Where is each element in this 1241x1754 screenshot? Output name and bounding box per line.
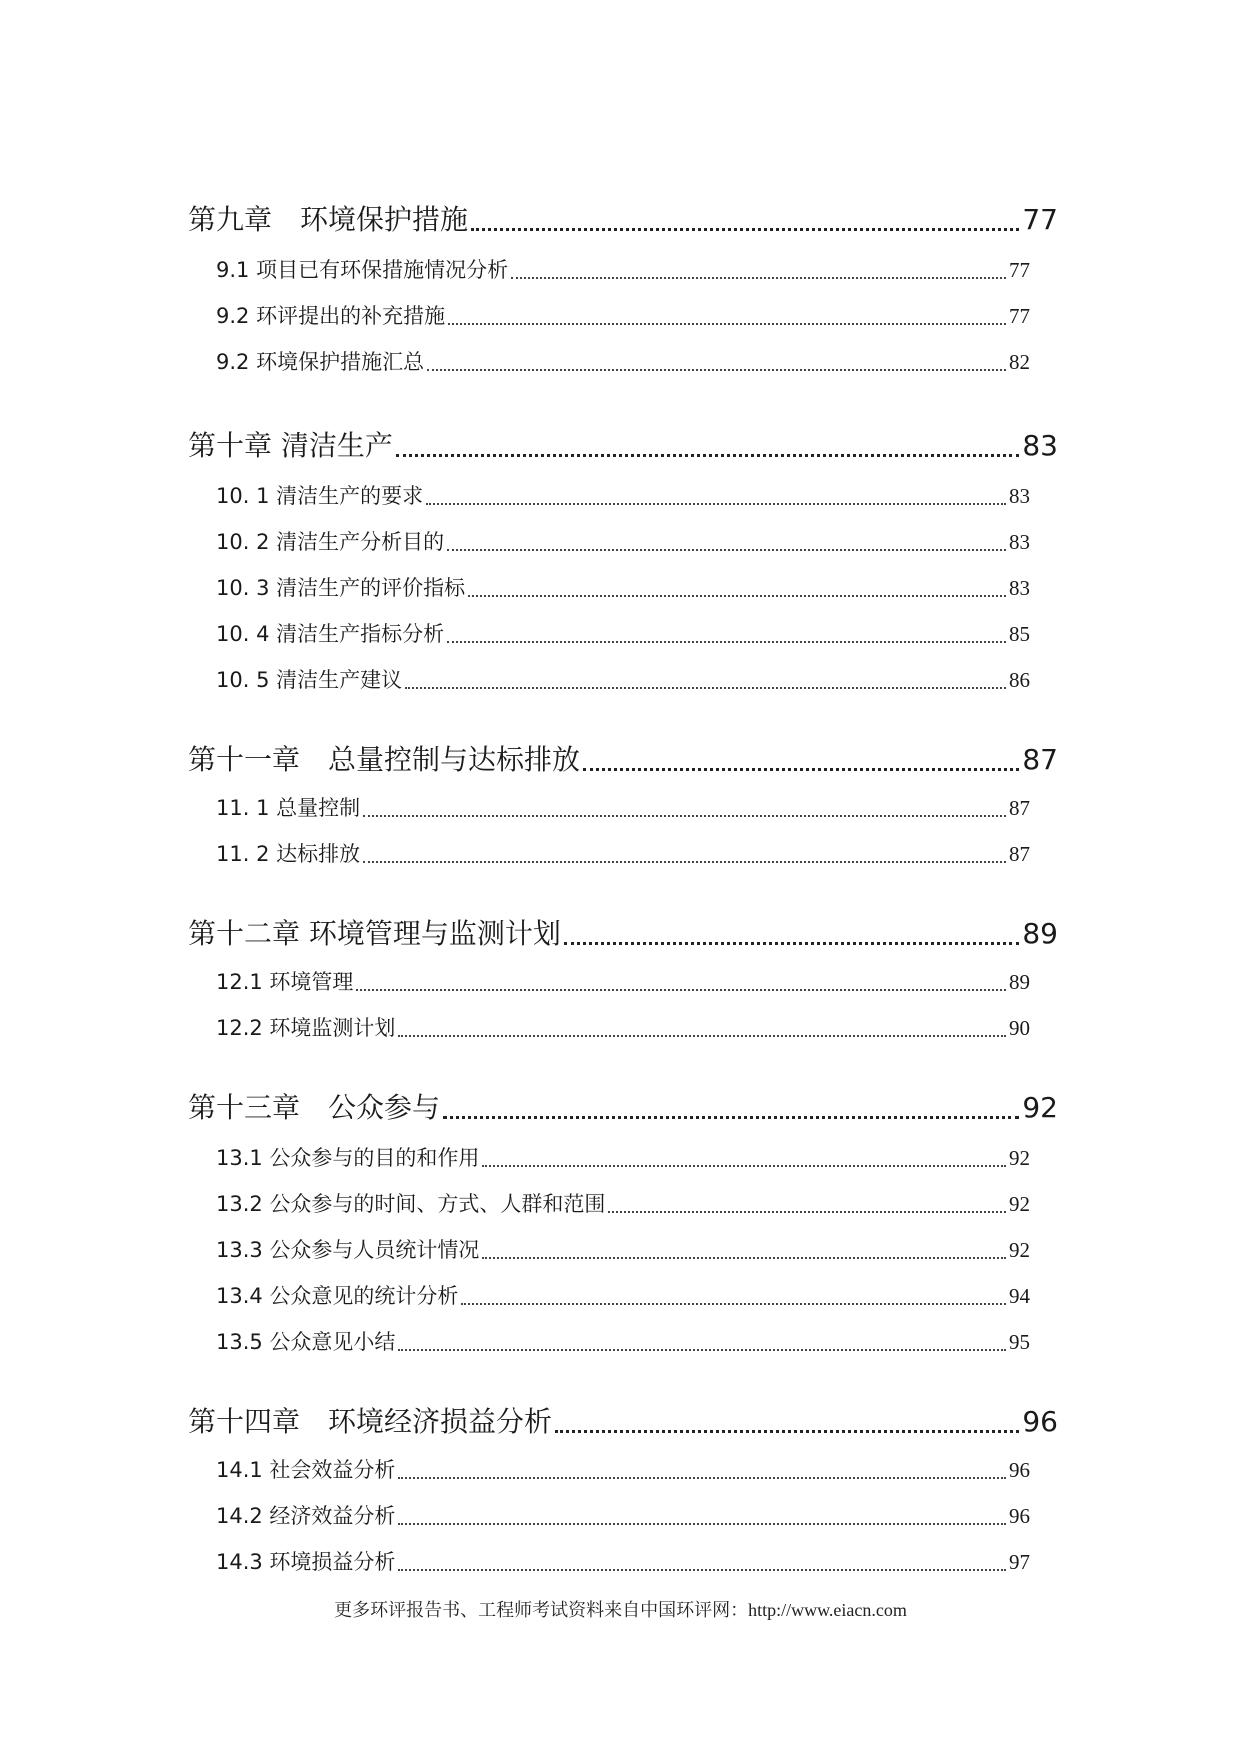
dot-leader [564, 942, 1019, 945]
dot-leader [405, 687, 1006, 689]
toc-label: 第十二章 环境管理与监测计划 [188, 917, 561, 950]
toc-chapter-13[interactable] [188, 1086, 1058, 1126]
toc-label: 13.4 公众意见的统计分析 [216, 1284, 459, 1308]
dot-leader [583, 768, 1019, 771]
toc-section-12-1[interactable] [216, 966, 1030, 996]
toc-chapter-11[interactable] [188, 738, 1058, 778]
toc-label: 13.5 公众意见小结 [216, 1330, 396, 1354]
dot-leader [398, 1035, 1006, 1037]
toc-page-number: 95 [1009, 1330, 1030, 1354]
toc-label: 13.2 公众参与的时间、方式、人群和范围 [216, 1192, 606, 1216]
dot-leader [398, 1477, 1006, 1479]
dot-leader [356, 989, 1006, 991]
toc-section-11-1[interactable] [216, 792, 1030, 822]
toc-label: 9.2 环评提出的补充措施 [216, 304, 446, 328]
toc-section-13-5[interactable] [216, 1326, 1030, 1356]
dot-leader [471, 228, 1019, 231]
toc-page-number: 92 [1009, 1146, 1030, 1170]
dot-leader [363, 815, 1006, 817]
toc-section-14-2[interactable] [216, 1500, 1030, 1530]
toc-page-number: 77 [1009, 258, 1030, 282]
toc-chapter-14[interactable] [188, 1400, 1058, 1440]
toc-section-9-2[interactable] [216, 300, 1030, 330]
toc-page-number: 92 [1009, 1238, 1030, 1262]
dot-leader [511, 277, 1006, 279]
toc-label: 第十四章 环境经济损益分析 [188, 1405, 553, 1438]
dot-leader [482, 1165, 1006, 1167]
dot-leader [427, 369, 1006, 371]
toc-section-10-2[interactable] [216, 526, 1030, 556]
toc-page-number: 83 [1009, 484, 1030, 508]
toc-chapter-9[interactable] [188, 198, 1058, 238]
dot-leader [363, 861, 1006, 863]
toc-label: 9.1 项目已有环保措施情况分析 [216, 258, 509, 282]
toc-page-number: 83 [1009, 576, 1030, 600]
dot-leader [447, 549, 1006, 551]
toc-page-number: 83 [1009, 530, 1030, 554]
toc-label: 第十章 清洁生产 [188, 429, 393, 462]
dot-leader [555, 1430, 1019, 1433]
toc-section-9-2b[interactable] [216, 346, 1030, 376]
toc-page-number: 96 [1009, 1504, 1030, 1528]
toc-label: 10. 4 清洁生产指标分析 [216, 622, 445, 646]
toc-label: 14.1 社会效益分析 [216, 1458, 396, 1482]
toc-page-number: 86 [1009, 668, 1030, 692]
toc-page-number: 89 [1022, 917, 1058, 950]
dot-leader [448, 323, 1006, 325]
toc-page-number: 96 [1009, 1458, 1030, 1482]
toc-page-number: 82 [1009, 350, 1030, 374]
toc-section-13-1[interactable] [216, 1142, 1030, 1172]
toc-page-number: 92 [1009, 1192, 1030, 1216]
toc-label: 10. 5 清洁生产建议 [216, 668, 403, 692]
toc-page-number: 97 [1009, 1550, 1030, 1574]
dot-leader [608, 1211, 1006, 1213]
toc-label: 第九章 环境保护措施 [188, 203, 469, 236]
toc-section-11-2[interactable] [216, 838, 1030, 868]
toc-page-number: 90 [1009, 1016, 1030, 1040]
footer-note: 更多环评报告书、工程师考试资料来自中国环评网：http://www.eiacn.com [334, 1600, 907, 1620]
toc-label: 10. 3 清洁生产的评价指标 [216, 576, 466, 600]
toc-page-number: 96 [1022, 1405, 1058, 1438]
toc-label: 11. 2 达标排放 [216, 842, 361, 866]
dot-leader [396, 454, 1019, 457]
toc-page-number: 77 [1009, 304, 1030, 328]
toc-label: 14.2 经济效益分析 [216, 1504, 396, 1528]
toc-section-14-1[interactable] [216, 1454, 1030, 1484]
toc-page-number: 94 [1009, 1284, 1030, 1308]
toc-section-10-4[interactable] [216, 618, 1030, 648]
dot-leader [398, 1349, 1006, 1351]
toc-label: 11. 1 总量控制 [216, 796, 361, 820]
toc-section-13-4[interactable] [216, 1280, 1030, 1310]
toc-chapter-12[interactable] [188, 912, 1058, 952]
dot-leader [398, 1523, 1006, 1525]
dot-leader [482, 1257, 1006, 1259]
dot-leader [426, 503, 1006, 505]
dot-leader [443, 1116, 1019, 1119]
toc-label: 10. 2 清洁生产分析目的 [216, 530, 445, 554]
dot-leader [398, 1569, 1006, 1571]
toc-label: 14.3 环境损益分析 [216, 1550, 396, 1574]
dot-leader [468, 595, 1006, 597]
toc-section-14-3[interactable] [216, 1546, 1030, 1576]
dot-leader [461, 1303, 1006, 1305]
dot-leader [447, 641, 1006, 643]
toc-section-9-1[interactable] [216, 254, 1030, 284]
toc-section-10-5[interactable] [216, 664, 1030, 694]
toc-section-10-1[interactable] [216, 480, 1030, 510]
toc-page-number: 87 [1022, 743, 1058, 776]
toc-label: 13.3 公众参与人员统计情况 [216, 1238, 480, 1262]
toc-page-number: 85 [1009, 622, 1030, 646]
toc-section-13-2[interactable] [216, 1188, 1030, 1218]
toc-label: 10. 1 清洁生产的要求 [216, 484, 424, 508]
toc-page-number: 77 [1022, 203, 1058, 236]
toc-page-number: 89 [1009, 970, 1030, 994]
toc-label: 第十三章 公众参与 [188, 1091, 441, 1124]
toc-label: 13.1 公众参与的目的和作用 [216, 1146, 480, 1170]
toc-page-number: 87 [1009, 796, 1030, 820]
toc-page-number: 87 [1009, 842, 1030, 866]
toc-label: 第十一章 总量控制与达标排放 [188, 743, 581, 776]
toc-label: 12.1 环境管理 [216, 970, 354, 994]
toc-page-number: 92 [1022, 1091, 1058, 1124]
toc-chapter-10[interactable] [188, 424, 1058, 464]
toc-section-12-2[interactable] [216, 1012, 1030, 1042]
toc-label: 12.2 环境监测计划 [216, 1016, 396, 1040]
toc-section-10-3[interactable] [216, 572, 1030, 602]
toc-label: 9.2 环境保护措施汇总 [216, 350, 425, 374]
toc-page-number: 83 [1022, 429, 1058, 462]
toc-section-13-3[interactable] [216, 1234, 1030, 1264]
